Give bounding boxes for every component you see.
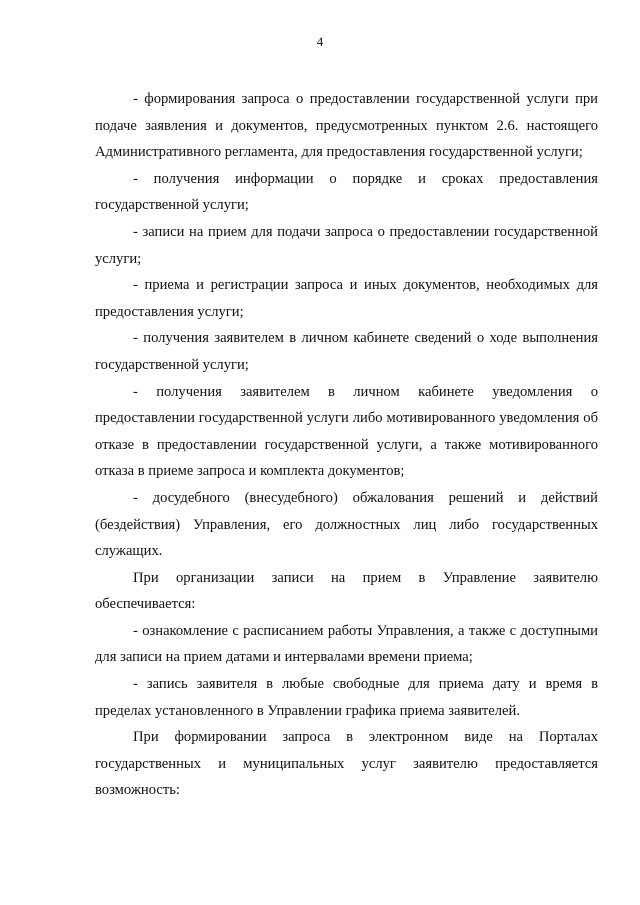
list-item-status-info: - получения заявителем в личном кабинете сведений о ходе выполнения государственной услуги; (95, 330, 598, 373)
list-item-notification: - получения заявителем в личном кабинете уведомления о предоставлении государственной услуги либо мотивированного уведомления об отказе в предоставлении государственной услуги, а также мотивированного отказа в приеме запроса и комплекта документов; (95, 383, 598, 480)
list-item-appointment: - записи на прием для подачи запроса о предоставлении государственной услуги; (95, 223, 598, 267)
document-body (95, 86, 598, 804)
list-item-request-formation: - формирования запроса о предоставлении государственной услуги при подаче заявления и документов, предусмотренных пунктом 2.6. настоящего Административного регламента, для предоставления государственной услуги; (95, 91, 598, 161)
page-number: 4 (316, 34, 324, 49)
list-item-schedule: - ознакомление с расписанием работы Управления, а также с доступными для записи на прием датами и интервалами времени приема; (95, 622, 598, 666)
list-item-registration: - приема и регистрации запроса и иных документов, необходимых для предоставления услуги; (95, 277, 598, 320)
list-item-appeal: - досудебного (внесудебного) обжалования решений и действий (бездействия) Управления, его должностных лиц либо государственных служащих. (95, 489, 598, 560)
paragraph-appointment-intro: При организации записи на прием в Управление заявителю обеспечивается: (95, 569, 598, 613)
list-item-booking: - запись заявителя в любые свободные для приема дату и время в пределах установленного в Управлении графика приема заявителей. (95, 676, 598, 719)
paragraph-electronic-request: При формировании запроса в электронном виде на Порталах государственных и муниципальных услуг заявителю предоставляется возможность: (95, 729, 598, 799)
list-item-information: - получения информации о порядке и сроках предоставления государственной услуги; (95, 170, 598, 214)
